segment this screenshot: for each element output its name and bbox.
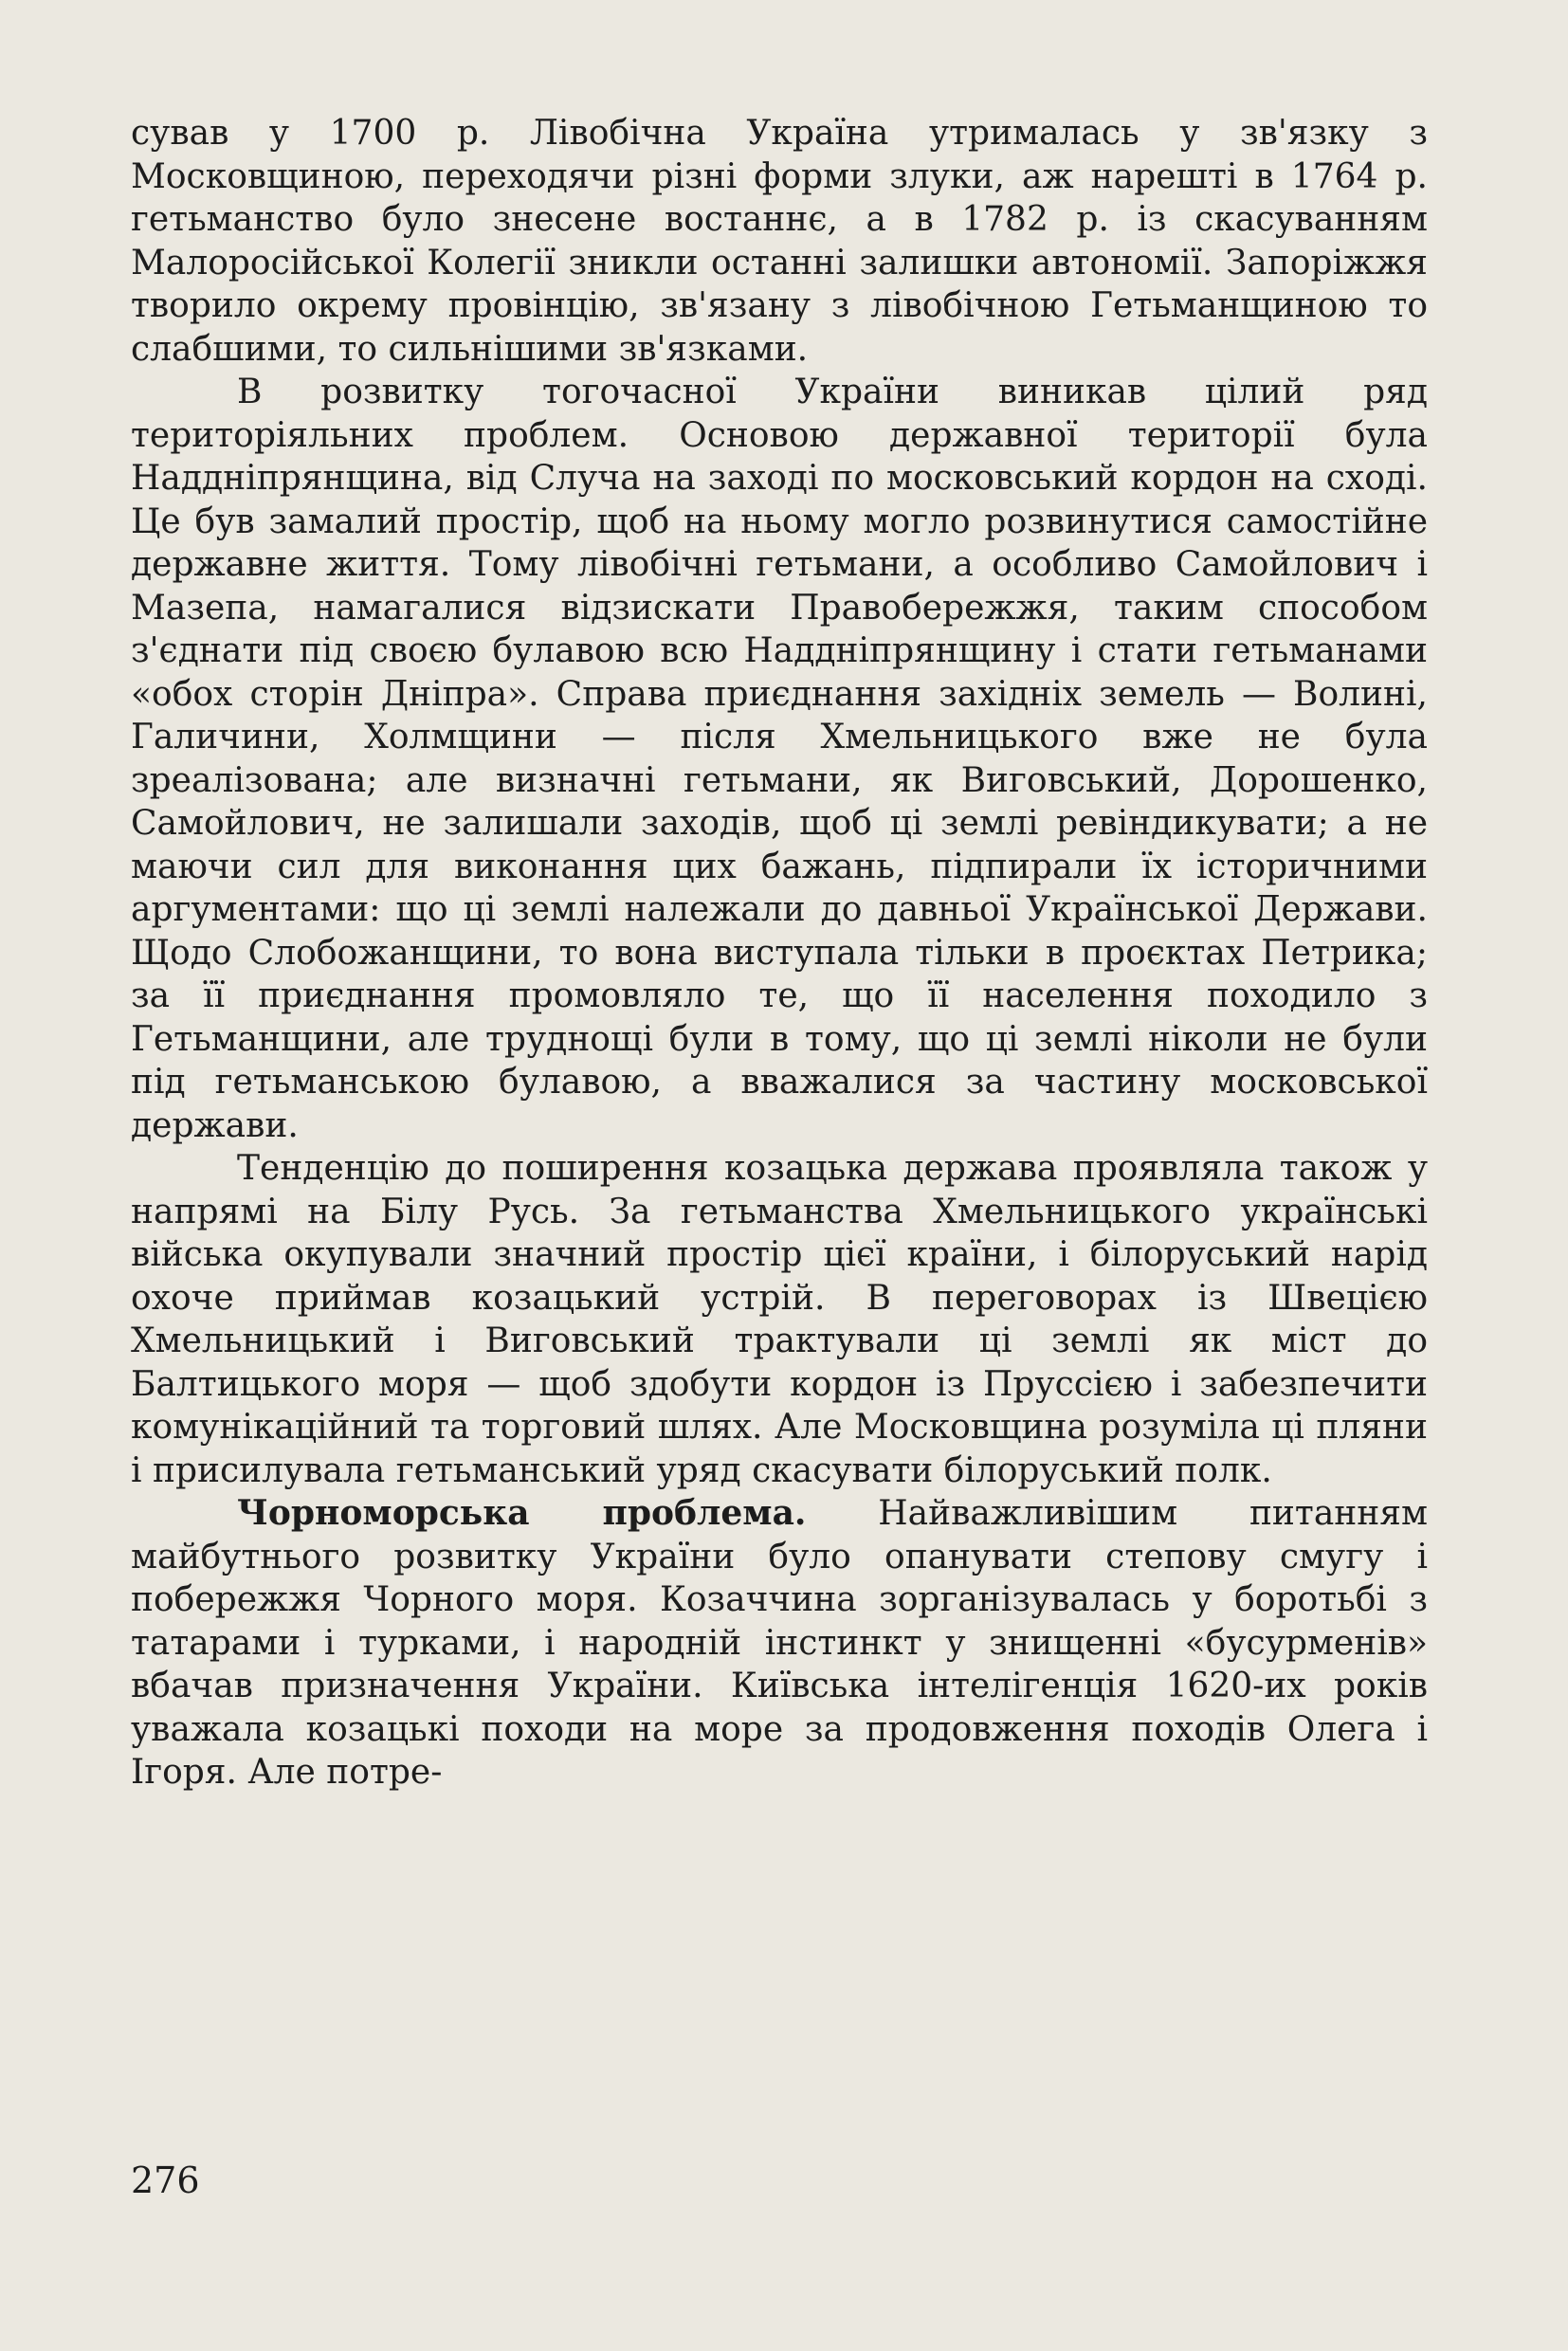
section-heading: Чорноморська проблема.: [237, 1493, 807, 1533]
paragraph-3: Тенденцію до поширення козацька держава проявляла також у напрямі на Білу Русь. За гетьманства Хмельницького українські війська окупували значний простір цієї країни, і білоруський нарід охоче приймав козацький устрій. В переговорах із Швецією Хмельницький і Виговський трактували ці землі як міст до Балтицького моря — щоб здобути кордон із Пруссією і забезпечити комунікаційний та торговий шлях. Але Московщина розуміла ці пляни і присилувала гетьманський уряд скасувати білоруський полк.: [131, 1149, 1428, 1490]
paragraph-4: [131, 1492, 1428, 1795]
paragraph-4-text: Найважливішим питанням майбутнього розвитку України було опанувати степову смугу і побережжя Чорного моря. Козаччина зорганізувалась у боротьбі з татарами і турками, і народній інстинкт у знищенні «бусурменів» вбачав призначення України. Київська інтелігенція 1620-их років уважала козацькі походи на море за продовження походів Олега і Ігоря. Але потре-: [131, 1494, 1429, 1792]
body-text: [131, 112, 1428, 1795]
page-number: 276: [131, 2160, 200, 2201]
paragraph-1: сував у 1700 р. Лівобічна Україна утрималась у зв'язку з Московщиною, переходячи різні форми злуки, аж нарешті в 1764 р. гетьманство було знесене востаннє, а в 1782 р. із скасуванням Малоросійської Колегії зникли останні залишки автономії. Запоріжжя творило окрему провінцію, зв'язану з лівобічною Гетьманщиною то слабшими, то сильнішими зв'язками.: [131, 114, 1428, 369]
paragraph-2: В розвитку тогочасної України виникав цілий ряд територіяльних проблем. Основою державної території була Наддніпрянщина, від Случа на заході по московський кордон на сході. Це був замалий простір, щоб на ньому могло розвинутися самостійне державне життя. Тому лівобічні гетьмани, а особливо Самойлович і Мазепа, намагалися відзискати Правобережжя, таким способом з'єднати під своєю булавою всю Наддніпрянщину і стати гетьманами «обох сторін Дніпра». Справа приєднання західніх земель — Волині, Галичини, Холмщини — після Хмельницького вже не була зреалізована; але визначні гетьмани, як Виговський, Дорошенко, Самойлович, не залишали заходів, щоб ці землі ревіндикувати; а не маючи сил для виконання цих бажань, підпирали їх історичними аргументами: що ці землі належали до давньої Української Держави. Щодо Слобожанщини, то вона виступала тільки в проєктах Петрика; за її приєднання промовляло те, що її населення походило з Гетьманщини, але труднощі були в тому, що ці землі ніколи не були під гетьманською булавою, а вважалися за частину московської держави.: [131, 373, 1428, 1145]
